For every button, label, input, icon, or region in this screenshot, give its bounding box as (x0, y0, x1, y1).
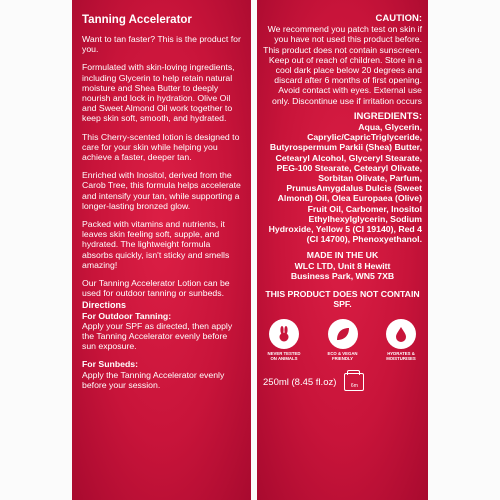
usage-text: Our Tanning Accelerator Lotion can be used for outdoor tanning or sunbeds. (82, 278, 230, 299)
leaf-icon (328, 319, 358, 349)
outdoor-text: Apply your SPF as directed, then apply the Tanning Accelerator evenly before sun exposure. (82, 320, 233, 352)
formula-text: Formulated with skin-loving ingredients, including Glycerin to help retain natural moisture and Shea Butter to deeply nourish and lock in hydration. Olive Oil and Sweet Almond Oil work together to keep skin soft, smooth, and hydrated. (82, 62, 235, 124)
pao-label: 6m (350, 383, 358, 390)
spf-note: THIS PRODUCT DOES NOT CONTAIN SPF. (265, 289, 420, 310)
intro-text: Want to tan faster? This is the product for you. (82, 34, 241, 55)
volume-row (263, 373, 422, 391)
scent-text: This Cherry-scented lotion is designed to care for your skin while helping you achieve a faster, deeper tan. (82, 131, 240, 163)
volume-text: 250ml (8.45 fl.oz) (263, 376, 337, 388)
sunbed-text: Apply the Tanning Accelerator evenly before your session. (82, 369, 225, 390)
bunny-icon (269, 319, 299, 349)
period-after-opening-icon (344, 373, 364, 391)
sunbed-heading: For Sunbeds: (82, 359, 138, 370)
made-in-text: MADE IN THE UK (306, 250, 379, 261)
inositol-text: Enriched with Inositol, derived from the Carob Tree, this formula helps accelerate and intensify your tan, while supporting a longer-lasting bronzed glow. (82, 170, 241, 211)
product-label-left-panel (72, 0, 251, 500)
badge-cruelty-free (265, 319, 303, 361)
badge-row (263, 319, 422, 361)
badge-label: NEVER TESTED ON ANIMALS (267, 351, 301, 362)
ingredients-text: Aqua, Glycerin, Caprylic/CapricTriglyceride, Butyrospermum Parkii (Shea) Butter, Cetearyl Alcohol, Glyceryl Stearate, PEG-100 Stearate, Cetearyl Olivate, Sorbitan Olivate, Parfum, PrunusAmygdalus Dulcis (Sweet Almond) Oil, Olea Europaea (Olive) Fruit Oil, Carbomer, Inositol Ethylhexylglycerin, Sodium Hydroxide, Yellow 5 (CI 19140), Red 4 (CI 14700), Phenoxyethanol. (268, 122, 422, 245)
address-line-1: WLC LTD, Unit 8 Hewitt (294, 260, 391, 271)
address-line-2: Business Park, WN5 7XB (290, 270, 395, 281)
caution-heading: CAUTION: (375, 13, 422, 24)
caution-text: We recommend you patch test on skin if you have not used this product before. This product does not contain sunscreen. Keep out of reach of children. Store in a cool dark place below 20 degrees and discard after 6 months of first opening. Avoid contact with eyes. External use only. Discontinue use if irritation occurs (263, 24, 422, 106)
badge-label: ECO & VEGAN FRIENDLY (327, 351, 358, 362)
outdoor-heading: For Outdoor Tanning: (82, 310, 172, 321)
badge-hydrates (382, 319, 420, 361)
product-title: Tanning Accelerator (82, 14, 192, 26)
directions-heading: Directions (82, 300, 127, 311)
nutrients-text: Packed with vitamins and nutrients, it leaves skin feeling soft, supple, and hydrated. The lightweight formula absorbs quickly, isn't sticky and smells amazing! (82, 219, 230, 270)
badge-label: HYDRATES & MOISTURISES (386, 351, 416, 362)
ingredients-heading: INGREDIENTS: (353, 110, 422, 122)
product-label-right-panel (257, 0, 428, 500)
badge-vegan (324, 319, 362, 361)
droplet-icon (386, 319, 416, 349)
